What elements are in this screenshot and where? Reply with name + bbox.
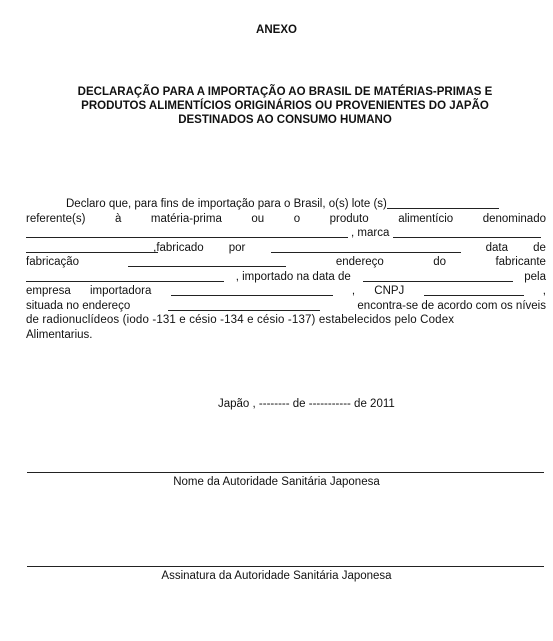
- signature-name-label: Nome da Autoridade Sanitária Japonesa: [173, 476, 380, 488]
- body-word: ,fabricado: [153, 241, 204, 254]
- place-date: Japão , -------- de ----------- de 2011: [218, 398, 395, 410]
- body-word: ,: [542, 285, 546, 297]
- manufacturer-address-blank: [26, 270, 224, 282]
- body-word: produto: [329, 212, 369, 225]
- body-text: Alimentarius.: [26, 328, 93, 341]
- lot-blank: [387, 197, 499, 209]
- body-line: [26, 313, 546, 328]
- signature-line-name: [27, 472, 544, 473]
- declaration-title: [20, 85, 550, 127]
- body-line: [26, 299, 546, 314]
- declaration-title-line: PRODUTOS ALIMENTÍCIOS ORIGINÁRIOS OU PROVENIENTES DO JAPÃO: [81, 100, 489, 112]
- body-word: empresa: [26, 285, 71, 297]
- body-word: endereço: [335, 256, 384, 268]
- body-text: encontra-se de acordo com os níveis: [357, 299, 546, 312]
- signature-line-signature: [27, 566, 544, 567]
- body-word: matéria-prima: [150, 212, 222, 225]
- address-blank: [168, 299, 320, 311]
- brand-blank: [393, 226, 541, 238]
- body-word: fabricação: [26, 256, 80, 268]
- cnpj-blank: [424, 284, 524, 296]
- body-text: Declaro que, para fins de importação para o Brasil, o(s) lote (s): [66, 198, 387, 210]
- body-text: situada no endereço: [26, 299, 131, 312]
- body-line: [26, 212, 546, 227]
- body-line: [26, 270, 546, 285]
- body-text: , marca: [351, 227, 390, 239]
- body-word: à: [114, 212, 122, 225]
- body-word: fabricante: [495, 256, 546, 268]
- body-line: [26, 284, 546, 299]
- body-word: referente(s): [26, 212, 86, 225]
- body-line: [26, 328, 546, 343]
- body-word: ou: [251, 212, 265, 225]
- product-name-blank: [26, 226, 348, 238]
- manufacturer-blank: [271, 241, 461, 253]
- body-word: denominado: [482, 212, 546, 225]
- body-line: [26, 241, 546, 256]
- body-word: importadora: [89, 285, 152, 297]
- body-line: [26, 255, 546, 270]
- annex-title: ANEXO: [256, 24, 297, 36]
- import-date-blank: [363, 270, 513, 282]
- body-word: CNPJ: [374, 285, 405, 297]
- body-word: o: [293, 212, 301, 225]
- signature-label: Assinatura da Autoridade Sanitária Japonesa: [161, 570, 392, 582]
- declaration-title-line: DECLARAÇÃO PARA A IMPORTAÇÃO AO BRASIL DE MATÉRIAS-PRIMAS E: [77, 86, 493, 98]
- body-word: por: [228, 241, 246, 254]
- body-word: alimentício: [398, 212, 454, 225]
- body-text: de radionuclídeos (iodo -131 e césio -134 e césio -137) estabelecidos pelo Codex: [26, 314, 455, 326]
- body-line: [26, 197, 546, 212]
- body-word: do: [433, 256, 447, 268]
- manufacture-date-blank: [128, 255, 286, 267]
- body-line: [26, 226, 546, 241]
- fabricated-blank: [26, 241, 158, 253]
- declaration-body: [26, 197, 546, 342]
- declaration-title-line: DESTINADOS AO CONSUMO HUMANO: [178, 114, 392, 126]
- body-word: data: [485, 241, 509, 254]
- body-word: ,: [351, 285, 356, 297]
- body-word: de: [533, 241, 546, 254]
- importer-blank: [171, 284, 333, 296]
- body-word: pela: [524, 270, 546, 283]
- body-text: , importado na data de: [235, 270, 351, 283]
